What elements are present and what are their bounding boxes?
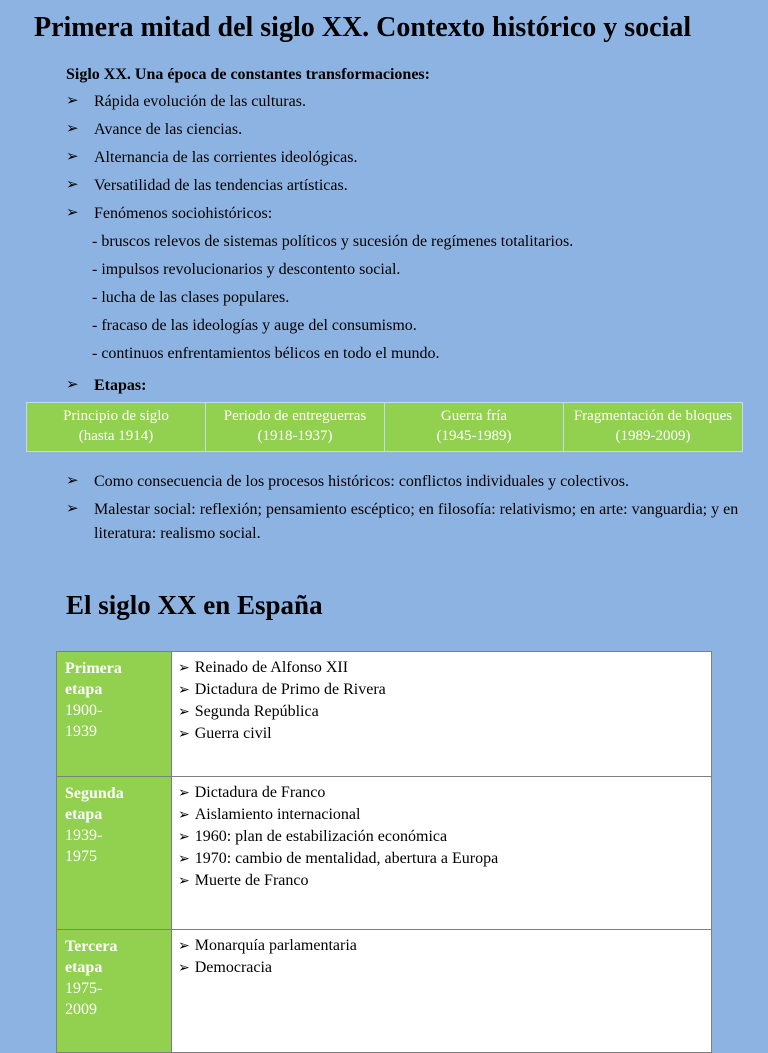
arrow-bullet-icon: ➢ <box>178 726 190 742</box>
stage-cell <box>27 403 206 451</box>
arrow-bullet-icon: ➢ <box>66 147 79 165</box>
stage-items-cell <box>172 930 712 1053</box>
arrow-bullet-icon: ➢ <box>66 175 79 193</box>
list-item: ➢ Guerra civil <box>178 725 272 742</box>
stage-label-cell: Primera etapa 1900- 1939 <box>57 652 172 777</box>
table-row <box>57 652 712 777</box>
sub-bullet-item: - fracaso de las ideologías y auge del consumismo. <box>92 317 417 334</box>
bullet-item: ➢ Rápida evolución de las culturas. <box>66 90 756 118</box>
bullet-item: ➢ Alternancia de las corrientes ideológicas. <box>66 146 756 174</box>
arrow-bullet-icon: ➢ <box>178 660 190 676</box>
arrow-bullet-icon: ➢ <box>178 960 190 976</box>
list-item: ➢ Reinado de Alfonso XII <box>178 659 349 676</box>
spain-heading: El siglo XX en España <box>66 590 323 620</box>
stage-name: Principio de siglo <box>63 408 169 424</box>
list-item: ➢ Monarquía parlamentaria <box>178 937 357 954</box>
arrow-bullet-icon: ➢ <box>178 807 190 823</box>
arrow-bullet-icon: ➢ <box>66 471 79 489</box>
arrow-bullet-icon: ➢ <box>178 829 190 845</box>
arrow-bullet-icon: ➢ <box>66 203 79 221</box>
arrow-bullet-icon: ➢ <box>178 873 190 889</box>
table-row <box>57 930 712 1053</box>
arrow-bullet-icon: ➢ <box>178 682 190 698</box>
page-title: Primera mitad del siglo XX. Contexto histórico y social <box>34 12 692 43</box>
consequence-list <box>66 470 756 550</box>
stage-cell <box>206 403 385 451</box>
sub-bullet-item: - lucha de las clases populares. <box>92 289 290 306</box>
bullet-item: ➢ Malestar social: reflexión; pensamiento escéptico; en filosofía: relativismo; en arte: vanguardia; y en literatura: realismo social. <box>66 498 756 546</box>
stage-label-cell: Tercera etapa 1975- 2009 <box>57 930 172 1053</box>
spain-table <box>56 651 712 1053</box>
list-item: ➢ Dictadura de Primo de Rivera <box>178 681 386 698</box>
sub-bullet-item: - bruscos relevos de sistemas políticos y sucesión de regímenes totalitarios. <box>92 233 574 250</box>
stage-name: Periodo de entreguerras <box>223 408 367 424</box>
stage-name: Guerra fría <box>440 408 508 424</box>
arrow-bullet-icon: ➢ <box>178 851 190 867</box>
sub-bullet-item: - continuos enfrentamientos bélicos en todo el mundo. <box>92 345 440 362</box>
arrow-bullet-icon: ➢ <box>178 938 190 954</box>
stage-range: (1918-1937) <box>257 428 333 444</box>
stage-items-cell <box>172 652 712 777</box>
list-item: ➢ Aislamiento internacional <box>178 806 361 823</box>
stage-cell <box>385 403 564 451</box>
list-item: ➢ 1970: cambio de mentalidad, abertura a Europa <box>178 850 499 867</box>
arrow-bullet-icon: ➢ <box>66 91 79 109</box>
stage-range: (hasta 1914) <box>78 428 154 444</box>
list-item: ➢ Democracia <box>178 959 273 976</box>
stage-range: (1989-2009) <box>615 428 691 444</box>
bullet-item: ➢ Como consecuencia de los procesos históricos: conflictos individuales y colectivos. <box>66 470 756 494</box>
stage-label-cell: Segunda etapa 1939- 1975 <box>57 777 172 930</box>
arrow-bullet-icon: ➢ <box>66 119 79 137</box>
bullet-list <box>66 90 756 370</box>
bullet-item: ➢ Avance de las ciencias. <box>66 118 756 146</box>
sub-bullet-item: - impulsos revolucionarios y descontento social. <box>92 261 401 278</box>
list-item: ➢ Segunda República <box>178 703 319 720</box>
arrow-bullet-icon: ➢ <box>178 785 190 801</box>
arrow-bullet-icon: ➢ <box>66 375 79 393</box>
stage-cell <box>564 403 742 451</box>
stage-items-cell <box>172 777 712 930</box>
stage-range: (1945-1989) <box>436 428 512 444</box>
bullet-item: ➢ Fenómenos sociohistóricos: <box>66 202 756 230</box>
arrow-bullet-icon: ➢ <box>178 704 190 720</box>
table-row <box>57 777 712 930</box>
arrow-bullet-icon: ➢ <box>66 499 79 517</box>
list-item: ➢ 1960: plan de estabilización económica <box>178 828 448 845</box>
list-item: ➢ Dictadura de Franco <box>178 784 326 801</box>
stage-name: Fragmentación de bloques <box>573 408 733 424</box>
etapas-heading: ➢ Etapas: <box>66 375 147 394</box>
section-subtitle: Siglo XX. Una época de constantes transformaciones: <box>66 66 430 83</box>
bullet-item: ➢ Versatilidad de las tendencias artísticas. <box>66 174 756 202</box>
stages-table <box>26 402 743 452</box>
list-item: ➢ Muerte de Franco <box>178 872 309 889</box>
